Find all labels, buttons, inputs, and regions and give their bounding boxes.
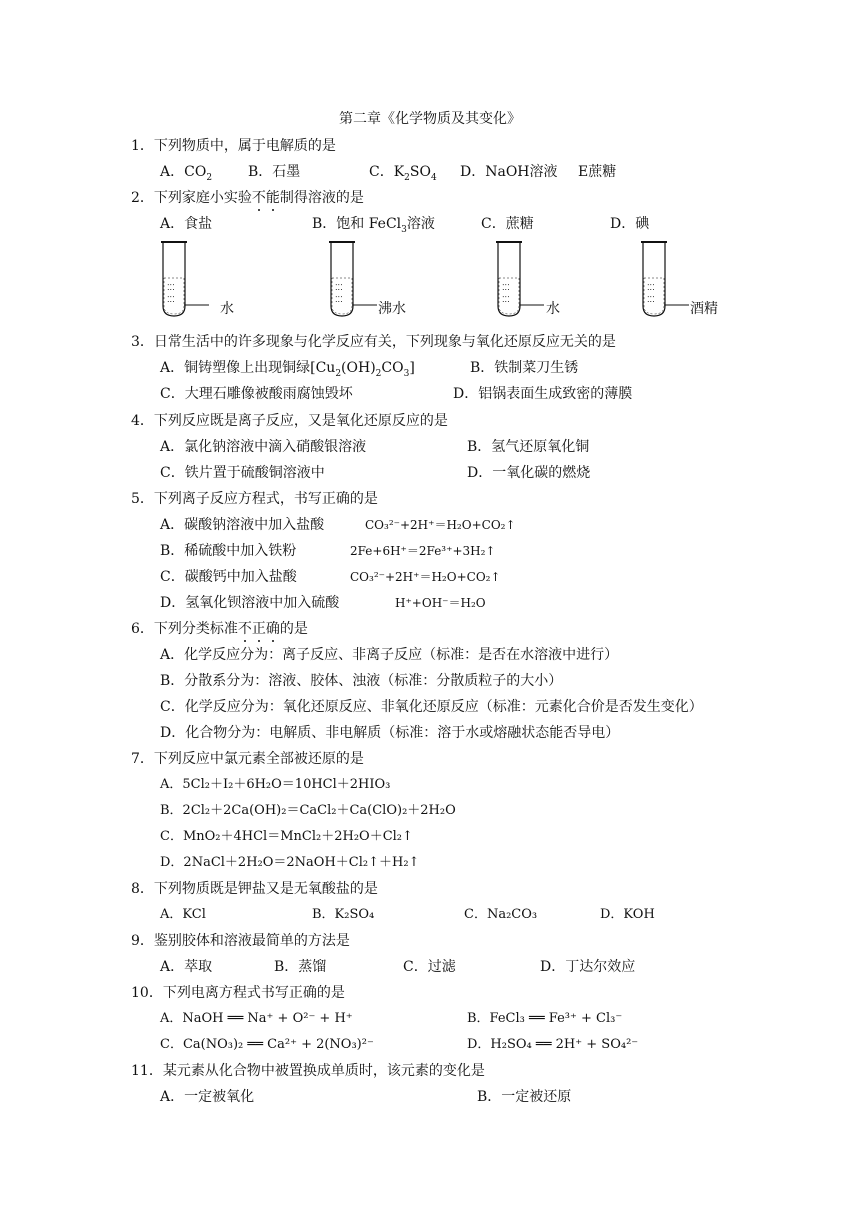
q8-stem: 8．下列物质既是钾盐又是无氧酸盐的是 bbox=[131, 881, 378, 897]
chapter-title: 第二章《化学物质及其变化》 bbox=[339, 111, 521, 127]
q5-option-d: D．氢氧化钡溶液中加入硫酸 bbox=[160, 595, 340, 611]
q10-option-d: D．H₂SO₄ ══ 2H⁺ + SO₄²⁻ bbox=[467, 1037, 639, 1052]
test-tube-3-icon bbox=[492, 240, 552, 320]
q3-option-c: C．大理石雕像被酸雨腐蚀毁坏 bbox=[160, 386, 353, 402]
q9-option-c: C．过滤 bbox=[403, 959, 456, 975]
q9-option-b: B．蒸馏 bbox=[274, 959, 327, 975]
q3-stem: 3．日常生活中的许多现象与化学反应有关，下列现象与氧化还原反应无关的是 bbox=[131, 334, 616, 350]
q8-option-b: B．K₂SO₄ bbox=[312, 907, 375, 922]
q1-option-e: E蔗糖 bbox=[578, 164, 617, 180]
svg-text:⁚⁚⁚: ⁚⁚⁚ bbox=[335, 283, 343, 292]
q8-option-d: D．KOH bbox=[600, 907, 655, 922]
q4-option-d: D．一氧化碳的燃烧 bbox=[467, 465, 591, 481]
q5-option-c: C．碳酸钙中加入盐酸 bbox=[160, 569, 297, 585]
q7-stem: 7．下列反应中氯元素全部被还原的是 bbox=[131, 751, 364, 767]
q7-option-d: D．2NaCl＋2H₂O＝2NaOH＋Cl₂↑＋H₂↑ bbox=[160, 855, 420, 870]
q4-stem: 4．下列反应既是离子反应，又是氧化还原反应的是 bbox=[131, 413, 448, 429]
q6-option-d: D．化合物分为：电解质、非电解质（标准：溶于水或熔融状态能否导电） bbox=[160, 725, 620, 741]
q10-stem: 10．下列电离方程式书写正确的是 bbox=[131, 985, 345, 1001]
svg-text:⁚⁚⁚: ⁚⁚⁚ bbox=[335, 295, 343, 304]
svg-text:⁚⁚⁚: ⁚⁚⁚ bbox=[167, 295, 175, 304]
q1-option-d: D．NaOH溶液 bbox=[460, 164, 558, 180]
q5-option-c-equation: CO₃²⁻+2H⁺＝H₂O+CO₂↑ bbox=[350, 570, 501, 584]
q7-option-c: C．MnO₂＋4HCl＝MnCl₂＋2H₂O＋Cl₂↑ bbox=[160, 829, 413, 844]
q11-option-a: A．一定被氧化 bbox=[160, 1089, 255, 1105]
q2-option-a: A．食盐 bbox=[160, 216, 213, 232]
q4-option-b: B．氢气还原氧化铜 bbox=[467, 439, 590, 455]
q9-option-a: A．萃取 bbox=[160, 959, 213, 975]
q3-option-d: D．铝锅表面生成致密的薄膜 bbox=[453, 386, 633, 402]
tube-4-label: 酒精 bbox=[690, 301, 718, 317]
q5-option-d-equation: H⁺+OH⁻＝H₂O bbox=[395, 596, 486, 610]
q3-option-b: B．铁制菜刀生锈 bbox=[470, 360, 579, 376]
q1-option-a: A．$CO_2$ bbox=[160, 164, 213, 183]
svg-text:⁚⁚⁚: ⁚⁚⁚ bbox=[502, 295, 510, 304]
svg-text:⁚⁚⁚: ⁚⁚⁚ bbox=[647, 295, 655, 304]
q10-option-a: A．NaOH ══ Na⁺ + O²⁻ + H⁺ bbox=[160, 1011, 353, 1026]
q4-option-c: C．铁片置于硫酸铜溶液中 bbox=[160, 465, 325, 481]
q5-option-b: B．稀硫酸中加入铁粉 bbox=[160, 543, 297, 559]
q5-option-a-equation: CO₃²⁻+2H⁺＝H₂O+CO₂↑ bbox=[365, 518, 516, 532]
svg-text:⁚⁚⁚: ⁚⁚⁚ bbox=[647, 283, 655, 292]
test-tube-1-icon bbox=[157, 240, 217, 320]
q11-stem: 11．某元素从化合物中被置换成单质时，该元素的变化是 bbox=[131, 1063, 485, 1079]
q2-option-c: C．蔗糖 bbox=[481, 216, 534, 232]
q5-option-a: A．碳酸钠溶液中加入盐酸 bbox=[160, 517, 325, 533]
q8-option-a: A．KCl bbox=[160, 907, 206, 922]
q10-option-b: B．FeCl₃ ══ Fe³⁺ + Cl₃⁻ bbox=[467, 1011, 623, 1026]
tube-1-label: 水 bbox=[220, 301, 234, 317]
q1-stem: 1．下列物质中，属于电解质的是 bbox=[131, 138, 336, 154]
q1-option-b: B．石墨 bbox=[248, 164, 301, 180]
q11-option-b: B．一定被还原 bbox=[477, 1089, 572, 1105]
q9-option-d: D．丁达尔效应 bbox=[540, 959, 636, 975]
q6-option-a: A．化学反应分为：离子反应、非离子反应（标准：是否在水溶液中进行） bbox=[160, 647, 619, 663]
svg-text:⁚⁚⁚: ⁚⁚⁚ bbox=[167, 283, 175, 292]
q6-option-b: B．分散系分为：溶液、胶体、浊液（标准：分散质粒子的大小） bbox=[160, 673, 563, 689]
tube-3-label: 水 bbox=[546, 301, 560, 317]
test-tube-4-icon bbox=[637, 240, 697, 320]
test-tube-2-icon bbox=[325, 240, 385, 320]
q5-stem: 5．下列离子反应方程式，书写正确的是 bbox=[131, 491, 378, 507]
q3-option-a: A．铜铸塑像上出现铜绿$[Cu_2(OH)_2CO_3]$ bbox=[160, 360, 415, 379]
svg-text:⁚⁚⁚: ⁚⁚⁚ bbox=[502, 283, 510, 292]
q6-stem: 6．下列分类标准不正确的是 bbox=[131, 621, 308, 637]
q2-stem: 2．下列家庭小实验不能制得溶液的是 bbox=[131, 190, 364, 206]
q7-option-b: B．2Cl₂＋2Ca(OH)₂＝CaCl₂＋Ca(ClO)₂＋2H₂O bbox=[160, 803, 456, 818]
q2-option-b: B．饱和 FeCl$_3$溶液 bbox=[312, 216, 435, 235]
q9-stem: 9．鉴别胶体和溶液最简单的方法是 bbox=[131, 933, 350, 949]
q2-option-d: D．碘 bbox=[610, 216, 650, 232]
q7-option-a: A．5Cl₂＋I₂＋6H₂O＝10HCl＋2HIO₃ bbox=[160, 777, 391, 792]
q4-option-a: A．氯化钠溶液中滴入硝酸银溶液 bbox=[160, 439, 367, 455]
q1-option-c: C．$K_2SO_4$ bbox=[369, 164, 437, 183]
q5-option-b-equation: 2Fe+6H⁺＝2Fe³⁺+3H₂↑ bbox=[350, 544, 496, 558]
q10-option-c: C．Ca(NO₃)₂ ══ Ca²⁺ + 2(NO₃)²⁻ bbox=[160, 1037, 374, 1052]
q8-option-c: C．Na₂CO₃ bbox=[464, 907, 538, 922]
tube-2-label: 沸水 bbox=[378, 301, 406, 317]
q6-option-c: C．化学反应分为：氧化还原反应、非氧化还原反应（标准：元素化合价是否发生变化） bbox=[160, 699, 703, 715]
